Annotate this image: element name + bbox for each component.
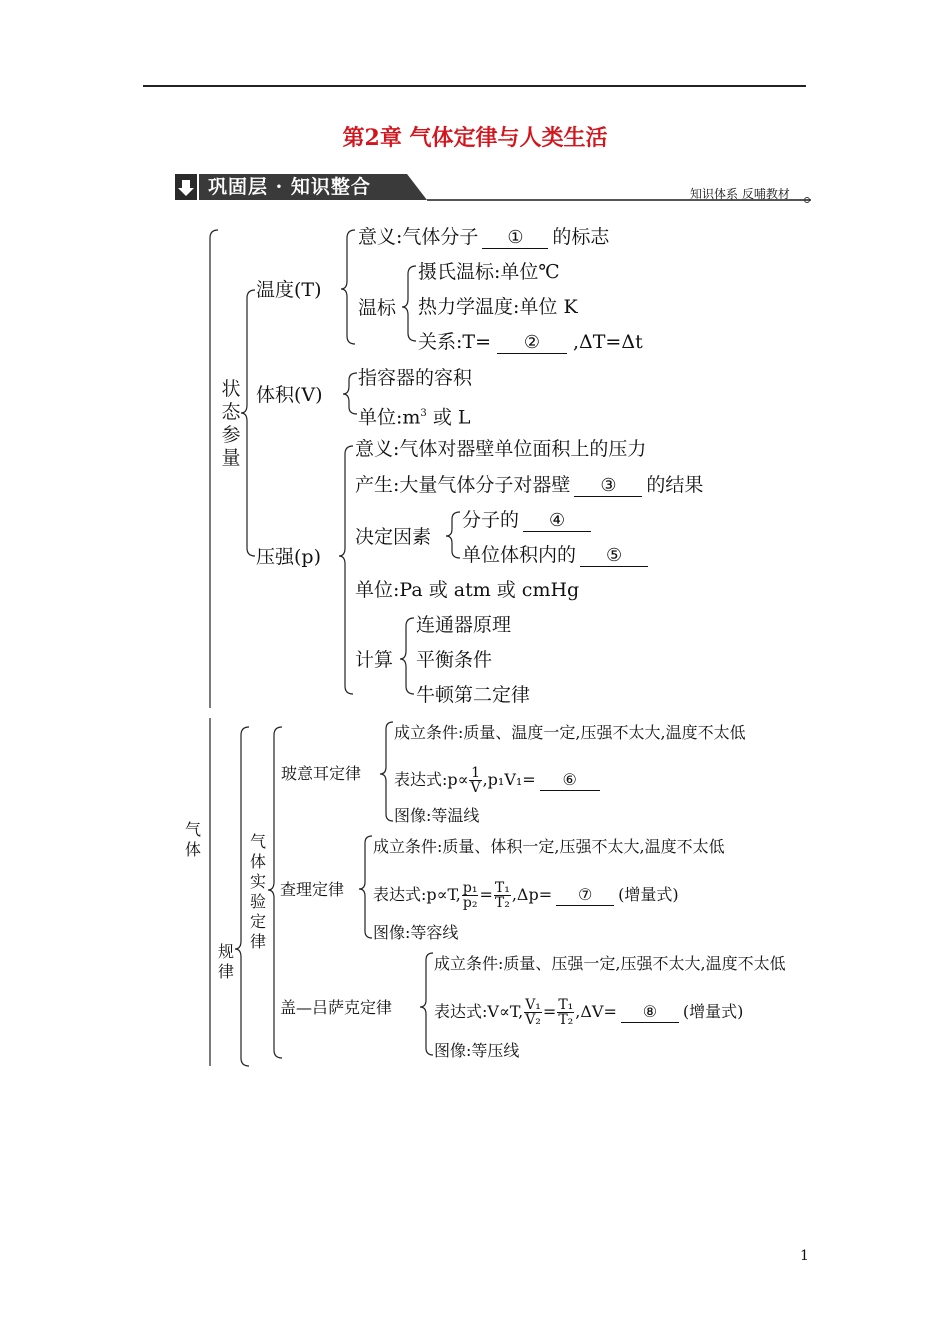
charles-graph: 图像:等容线	[373, 923, 459, 942]
pressure-meaning: 意义:气体对器壁单位面积上的压力	[355, 438, 647, 460]
pressure-label: 压强(p)	[256, 546, 321, 568]
calc-connected-vessels: 连通器原理	[416, 614, 512, 636]
blank-8[interactable]: ⑧	[621, 1002, 679, 1023]
volume-label: 体积(V)	[256, 384, 323, 406]
temperature-relation: 关系:T= ② ,ΔT=Δt	[418, 331, 643, 353]
charles-condition: 成立条件:质量、体积一定,压强不太大,温度不太低	[373, 837, 725, 856]
charles-expression: 表达式:p∝T, $\frac{\text{p₁}}{\text{p₂}}$ = $\frac{\text{T₁}}{\text{T₂}}$ ,Δp= ⑦ (增量式)	[373, 880, 679, 911]
gay-lussac-graph: 图像:等压线	[434, 1041, 520, 1060]
charles-law-label: 查理定律	[280, 880, 345, 899]
factor-molecule: 分子的 ④	[462, 509, 595, 532]
charles-fraction-t: $\frac{\text{T₁}}{\text{T₂}}$	[494, 880, 510, 911]
gay-lussac-fraction-t: $\frac{\text{T₁}}{\text{T₂}}$	[558, 997, 574, 1028]
pressure-origin: 产生:大量气体分子对器壁 ③ 的结果	[355, 474, 704, 496]
blank-6[interactable]: ⑥	[540, 770, 600, 791]
blank-2[interactable]: ②	[497, 333, 567, 354]
temperature-meaning: 意义:气体分子 ① 的标志	[358, 226, 610, 248]
pressure-unit: 单位:Pa 或 atm 或 cmHg	[355, 579, 580, 601]
pressure-factors-label: 决定因素	[355, 526, 432, 548]
blank-4[interactable]: ④	[523, 511, 591, 532]
boyle-graph: 图像:等温线	[394, 806, 480, 825]
boyle-law-label: 玻意耳定律	[281, 764, 362, 783]
blank-1[interactable]: ①	[482, 228, 548, 249]
page-number: 1	[800, 1248, 809, 1264]
gay-lussac-expression: 表达式:V∝T, $\frac{\text{V₁}}{\text{V₂}}$ = $\frac{\text{T₁}}{\text{T₂}}$ ,ΔV= ⑧ (增量式)	[434, 997, 744, 1028]
pressure-calc-label: 计算	[355, 649, 394, 671]
banner-title: 巩固层 · 知识整合	[208, 176, 371, 198]
kelvin-scale: 热力学温度:单位 K	[418, 296, 578, 318]
boyle-expression: 表达式:p∝ $\frac{1}{V}$ ,p₁V₁= ⑥	[394, 766, 604, 795]
gay-lussac-condition: 成立条件:质量、压强一定,压强不太大,温度不太低	[434, 954, 786, 973]
gay-lussac-law-label: 盖—吕萨克定律	[280, 998, 393, 1017]
celsius-scale: 摄氏温标:单位℃	[418, 261, 560, 283]
state-parameters-label: 状态参量	[221, 378, 241, 469]
blank-3[interactable]: ③	[574, 476, 642, 497]
temperature-scale-label: 温标	[358, 297, 397, 319]
laws-label: 规律	[217, 942, 234, 981]
blank-7[interactable]: ⑦	[556, 885, 614, 906]
boyle-fraction: $\frac{1}{V}$	[470, 765, 481, 796]
calc-newton-second-law: 牛顿第二定律	[416, 684, 531, 706]
charles-fraction-p: $\frac{\text{p₁}}{\text{p₂}}$	[462, 880, 478, 911]
blank-5[interactable]: ⑤	[580, 546, 648, 567]
temperature-label: 温度(T)	[256, 279, 322, 301]
calc-equilibrium: 平衡条件	[416, 649, 493, 671]
volume-meaning: 指容器的容积	[358, 367, 473, 389]
gay-lussac-fraction-v: $\frac{\text{V₁}}{\text{V₂}}$	[525, 997, 541, 1028]
experimental-laws-label: 气体实验定律	[249, 832, 266, 951]
boyle-condition: 成立条件:质量、温度一定,压强不太大,温度不太低	[394, 723, 746, 742]
factor-density: 单位体积内的 ⑤	[462, 544, 652, 567]
gas-label: 气体	[184, 820, 201, 859]
banner-subtitle: 知识体系 反哺教材	[690, 187, 790, 201]
chapter-title: 第2章 气体定律与人类生活	[342, 125, 608, 151]
volume-unit: 单位$:m^3$ 或 L	[358, 406, 471, 429]
